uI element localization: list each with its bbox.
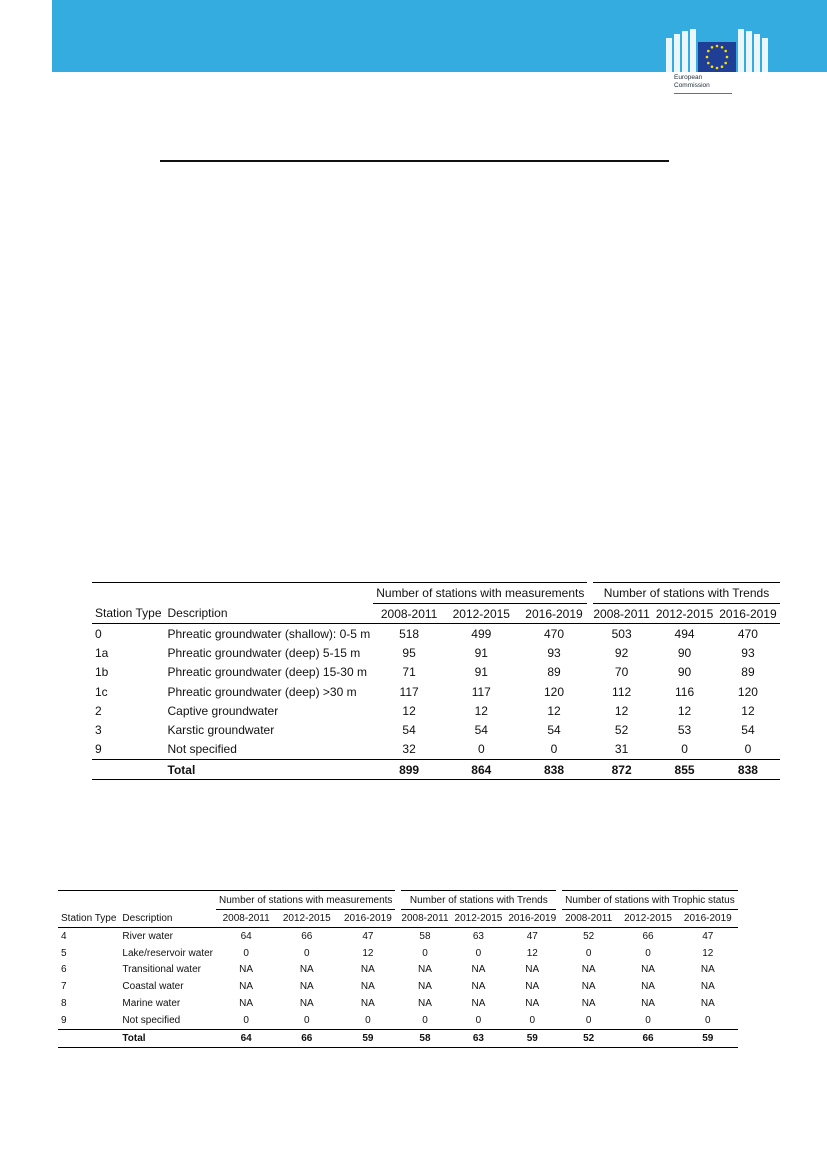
station-type-cell: 2 xyxy=(95,703,102,718)
value-cell: NA xyxy=(581,981,596,993)
value-cell: 0 xyxy=(529,1014,536,1026)
value-cell: NA xyxy=(418,998,432,1010)
total-value-cell: 66 xyxy=(618,1029,678,1047)
value-cell: NA xyxy=(418,964,432,976)
description-cell: Karstic groundwater xyxy=(167,723,275,738)
value-cell: 470 xyxy=(737,626,758,641)
value-cell: 499 xyxy=(471,626,492,641)
col-period: 2016-2019 xyxy=(505,910,559,928)
value-cell: 112 xyxy=(612,684,632,699)
value-cell: NA xyxy=(525,964,540,976)
value-cell: 31 xyxy=(614,742,629,757)
table-row xyxy=(58,962,738,979)
station-type-cell: 6 xyxy=(61,964,67,976)
value-cell: 47 xyxy=(362,930,374,942)
value-cell: 0 xyxy=(422,947,428,959)
station-type-cell: 1a xyxy=(95,645,109,660)
value-cell: NA xyxy=(360,981,375,993)
value-cell: 0 xyxy=(243,947,249,959)
value-cell: 89 xyxy=(741,665,755,680)
total-value-cell: 52 xyxy=(559,1029,618,1047)
table-row xyxy=(92,720,780,739)
station-type-cell: 4 xyxy=(61,930,67,942)
col-period: 2012-2015 xyxy=(445,604,518,624)
total-value-cell: 855 xyxy=(653,760,716,780)
value-cell: 0 xyxy=(243,1014,249,1026)
description-cell: Not specified xyxy=(122,1014,181,1026)
value-cell: NA xyxy=(700,998,715,1010)
description-cell: Phreatic groundwater (deep) >30 m xyxy=(167,684,357,699)
table-row xyxy=(58,1012,738,1029)
station-type-cell: 5 xyxy=(61,947,67,959)
total-value-cell: 59 xyxy=(678,1029,738,1047)
value-cell: 93 xyxy=(741,645,755,660)
value-cell: 89 xyxy=(547,665,561,680)
logo-line2: Commission xyxy=(674,81,710,89)
value-cell: NA xyxy=(471,998,486,1010)
table-row xyxy=(58,995,738,1012)
description-cell: Transitional water xyxy=(122,964,201,976)
value-cell: 64 xyxy=(240,930,252,942)
value-cell: 66 xyxy=(301,930,313,942)
station-type-cell: 9 xyxy=(95,742,102,757)
value-cell: 0 xyxy=(705,1014,711,1026)
station-type-cell: 9 xyxy=(61,1014,67,1026)
value-cell: 503 xyxy=(611,626,632,641)
value-cell: 47 xyxy=(702,930,714,942)
value-cell: 0 xyxy=(475,947,482,959)
value-cell: 470 xyxy=(543,626,565,641)
value-cell: 12 xyxy=(677,703,692,718)
value-cell: 54 xyxy=(402,723,416,738)
value-cell: NA xyxy=(239,981,254,993)
value-cell: 0 xyxy=(645,947,651,959)
value-cell: NA xyxy=(471,981,486,993)
value-cell: 0 xyxy=(550,742,558,757)
col-period: 2012-2015 xyxy=(618,910,678,928)
col-description: Description xyxy=(119,910,216,928)
value-cell: NA xyxy=(581,964,596,976)
value-cell: NA xyxy=(239,998,254,1010)
value-cell: NA xyxy=(360,998,375,1010)
value-cell: NA xyxy=(239,964,254,976)
col-period: 2012-2015 xyxy=(276,910,337,928)
station-type-cell: 0 xyxy=(95,626,102,641)
value-cell: 0 xyxy=(585,1014,592,1026)
value-cell: 90 xyxy=(677,645,692,660)
total-value-cell: 58 xyxy=(398,1029,451,1047)
group-measurements: Number of stations with measurements xyxy=(373,583,590,604)
value-cell: 0 xyxy=(304,947,310,959)
value-cell: NA xyxy=(360,964,375,976)
table-row xyxy=(58,945,738,962)
value-cell: 95 xyxy=(402,645,416,660)
table-row xyxy=(92,663,780,682)
value-cell: 66 xyxy=(642,930,654,942)
value-cell: 63 xyxy=(472,930,484,942)
station-type-cell: 1b xyxy=(95,665,109,680)
table-row xyxy=(58,978,738,995)
total-label: Total xyxy=(119,1029,216,1047)
total-value-cell: 838 xyxy=(518,760,591,780)
station-type-cell: 8 xyxy=(61,998,67,1010)
value-cell: 54 xyxy=(741,723,755,738)
value-cell: 0 xyxy=(744,742,752,757)
value-cell: NA xyxy=(418,981,432,993)
table-row xyxy=(92,740,780,760)
value-cell: NA xyxy=(299,998,314,1010)
value-cell: 0 xyxy=(645,1014,651,1026)
group-trends: Number of stations with Trends xyxy=(398,891,559,910)
description-cell: Phreatic groundwater (shallow): 0-5 m xyxy=(167,626,371,641)
col-period: 2008-2011 xyxy=(373,604,445,624)
value-cell: NA xyxy=(641,964,655,976)
value-cell: 90 xyxy=(677,665,692,680)
group-measurements: Number of stations with measurements xyxy=(216,891,398,910)
col-period: 2008-2011 xyxy=(590,604,653,624)
total-value-cell: 864 xyxy=(445,760,518,780)
description-cell: Phreatic groundwater (deep) 15-30 m xyxy=(167,665,367,680)
col-description: Description xyxy=(165,604,374,624)
value-cell: 32 xyxy=(402,742,416,757)
value-cell: NA xyxy=(471,964,486,976)
col-station-type: Station Type xyxy=(58,910,119,928)
value-cell: 12 xyxy=(702,947,714,959)
total-row xyxy=(92,760,780,780)
value-cell: 54 xyxy=(474,723,488,738)
total-value-cell: 63 xyxy=(452,1029,506,1047)
value-cell: 91 xyxy=(474,645,488,660)
total-value-cell: 838 xyxy=(716,760,779,780)
description-cell: Captive groundwater xyxy=(167,703,279,718)
value-cell: 12 xyxy=(362,947,374,959)
value-cell: NA xyxy=(525,998,540,1010)
logo-label xyxy=(674,74,710,89)
value-cell: 54 xyxy=(547,723,561,738)
station-type-cell: 1c xyxy=(95,684,108,699)
value-cell: 0 xyxy=(475,1014,482,1026)
value-cell: 12 xyxy=(526,947,538,959)
value-cell: 91 xyxy=(474,665,488,680)
description-cell: Not specified xyxy=(167,742,237,757)
table-row xyxy=(92,701,780,720)
surface-water-stations-table xyxy=(58,890,738,1048)
station-type-cell: 3 xyxy=(95,723,102,738)
value-cell: NA xyxy=(525,981,540,993)
value-cell: 52 xyxy=(614,723,629,738)
value-cell: 47 xyxy=(526,930,538,942)
value-cell: 0 xyxy=(681,742,688,757)
value-cell: 0 xyxy=(585,947,592,959)
description-cell: Lake/reservoir water xyxy=(122,947,214,959)
value-cell: 58 xyxy=(419,930,431,942)
value-cell: 117 xyxy=(399,684,419,699)
value-cell: NA xyxy=(299,981,314,993)
total-value-cell: 59 xyxy=(337,1029,398,1047)
value-cell: 0 xyxy=(477,742,485,757)
value-cell: 120 xyxy=(737,684,758,699)
total-value-cell: 64 xyxy=(216,1029,276,1047)
total-value-cell: 899 xyxy=(373,760,445,780)
col-period: 2008-2011 xyxy=(216,910,276,928)
description-cell: Coastal water xyxy=(122,981,184,993)
total-value-cell: 59 xyxy=(505,1029,559,1047)
value-cell: 52 xyxy=(583,930,595,942)
col-period: 2008-2011 xyxy=(398,910,451,928)
col-period: 2012-2015 xyxy=(452,910,506,928)
value-cell: 12 xyxy=(547,703,561,718)
value-cell: NA xyxy=(700,981,715,993)
value-cell: NA xyxy=(641,998,655,1010)
description-cell: River water xyxy=(122,930,173,942)
value-cell: 93 xyxy=(547,645,561,660)
value-cell: 12 xyxy=(402,703,416,718)
col-period: 2016-2019 xyxy=(337,910,398,928)
groundwater-stations-table xyxy=(92,582,780,780)
value-cell: 92 xyxy=(614,645,629,660)
table-row xyxy=(92,624,780,644)
total-spacer xyxy=(92,760,165,780)
total-label: Total xyxy=(165,760,374,780)
description-cell: Phreatic groundwater (deep) 5-15 m xyxy=(167,645,361,660)
col-period: 2016-2019 xyxy=(678,910,738,928)
value-cell: 494 xyxy=(674,626,695,641)
table-row xyxy=(92,643,780,662)
logo-underline xyxy=(674,93,732,94)
table-row xyxy=(92,682,780,701)
value-cell: NA xyxy=(299,964,314,976)
value-cell: 0 xyxy=(304,1014,310,1026)
value-cell: 117 xyxy=(471,684,491,699)
value-cell: NA xyxy=(581,998,596,1010)
value-cell: 0 xyxy=(365,1014,371,1026)
value-cell: 71 xyxy=(402,665,416,680)
title-rule xyxy=(160,160,669,162)
col-station-type: Station Type xyxy=(92,604,165,624)
value-cell: 120 xyxy=(543,684,565,699)
value-cell: NA xyxy=(700,964,715,976)
col-period: 2008-2011 xyxy=(559,910,618,928)
value-cell: 12 xyxy=(741,703,755,718)
logo-line1: European xyxy=(674,74,703,81)
value-cell: 0 xyxy=(422,1014,428,1026)
total-row xyxy=(58,1029,738,1047)
total-value-cell: 66 xyxy=(276,1029,337,1047)
group-trophic-status: Number of stations with Trophic status xyxy=(559,891,738,910)
col-period: 2012-2015 xyxy=(653,604,716,624)
col-period: 2016-2019 xyxy=(716,604,779,624)
group-trends: Number of stations with Trends xyxy=(590,583,779,604)
value-cell: 12 xyxy=(474,703,488,718)
total-value-cell: 872 xyxy=(590,760,653,780)
value-cell: NA xyxy=(641,981,655,993)
description-cell: Marine water xyxy=(122,998,181,1010)
station-type-cell: 7 xyxy=(61,981,67,993)
value-cell: 116 xyxy=(674,684,695,699)
value-cell: 518 xyxy=(399,626,420,641)
value-cell: 70 xyxy=(614,665,629,680)
total-spacer xyxy=(58,1029,119,1047)
value-cell: 12 xyxy=(614,703,629,718)
col-period: 2016-2019 xyxy=(518,604,591,624)
value-cell: 53 xyxy=(677,723,692,738)
table-row xyxy=(58,928,738,945)
